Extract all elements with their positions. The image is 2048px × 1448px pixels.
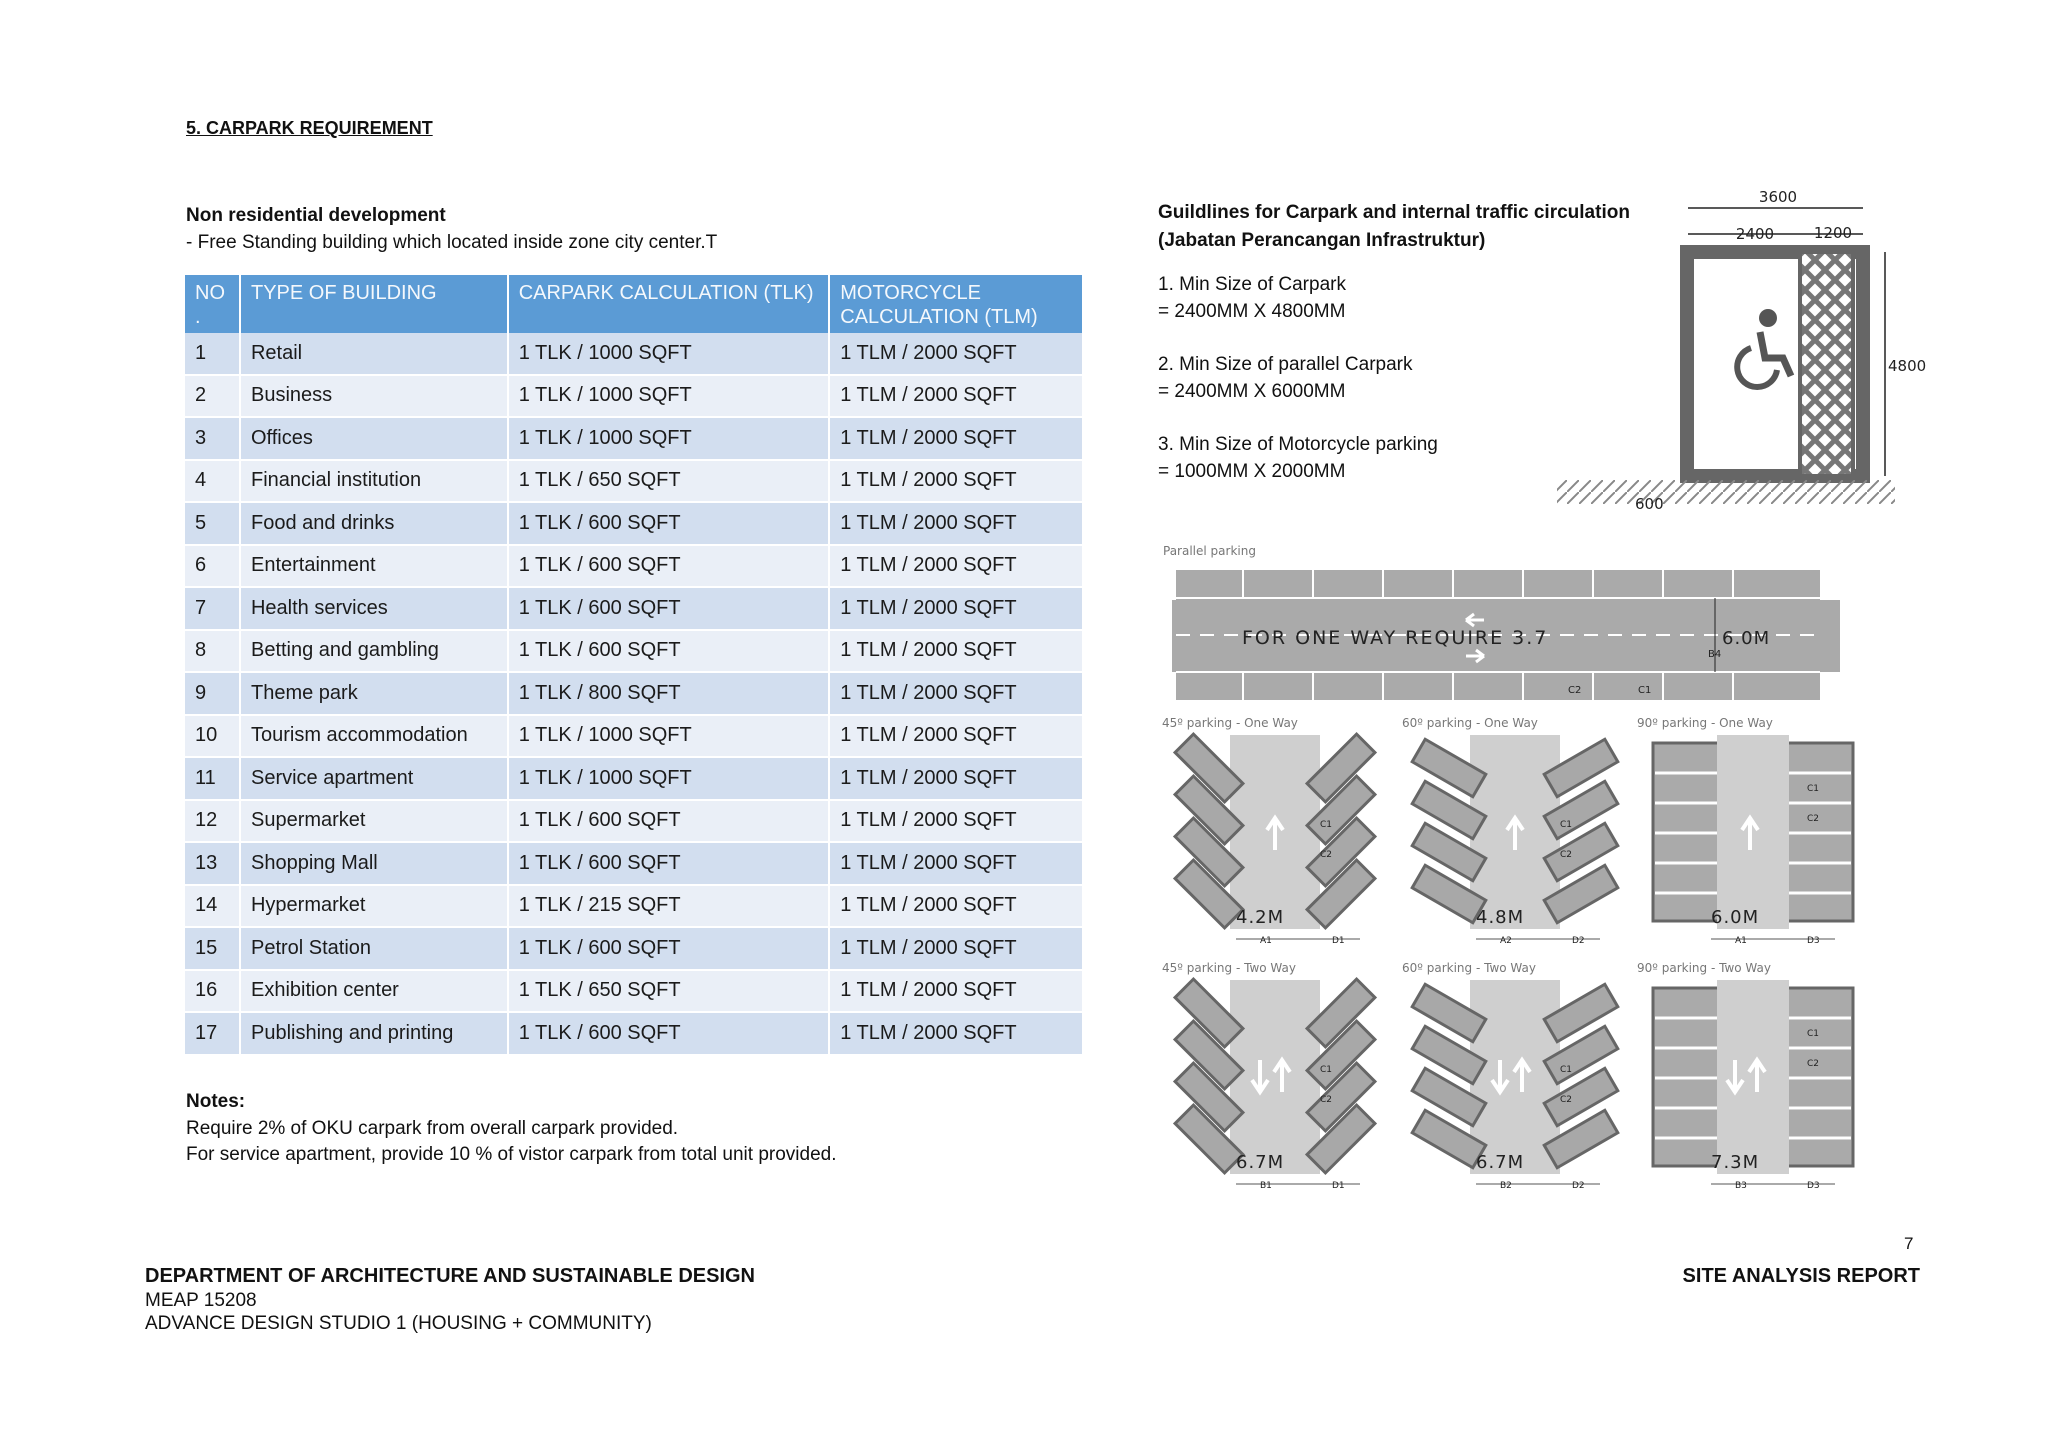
- cell-no: 16: [185, 970, 240, 1013]
- cell-tlm: 1 TLM / 2000 SQFT: [829, 1012, 1083, 1055]
- header-type: TYPE OF BUILDING: [240, 275, 508, 333]
- label-c2: C2: [1320, 1095, 1333, 1105]
- label-c2: C2: [1568, 685, 1582, 696]
- label-c1: C1: [1320, 820, 1333, 830]
- cell-type: Service apartment: [240, 757, 508, 800]
- guidelines-title: Guildlines for Carpark and internal traffic circulation: [1158, 202, 1630, 223]
- label-c1: C1: [1638, 685, 1652, 696]
- table-row: [185, 587, 1083, 630]
- cell-type: Shopping Mall: [240, 842, 508, 885]
- cell-no: 12: [185, 800, 240, 843]
- cell-tlk: 1 TLK / 600 SQFT: [508, 927, 830, 970]
- cell-tlm: 1 TLM / 2000 SQFT: [829, 545, 1083, 588]
- aisle-width-label: 4.2M: [1236, 907, 1285, 928]
- label-c1: C1: [1807, 1029, 1820, 1039]
- notes-title: Notes:: [186, 1091, 246, 1112]
- diagram-title: 90º parking - One Way: [1637, 716, 1773, 730]
- header-no: NO .: [185, 275, 240, 333]
- oku-access-aisle: [1800, 252, 1853, 476]
- oku-parking-diagram: [1555, 180, 1927, 520]
- footer-department: DEPARTMENT OF ARCHITECTURE AND SUSTAINABLE DESIGN: [145, 1265, 755, 1287]
- footer-report-title: SITE ANALYSIS REPORT: [1682, 1265, 1920, 1287]
- aisle-width-label: 4.8M: [1476, 907, 1525, 928]
- table-row: [185, 757, 1083, 800]
- dim-b-label: D3: [1807, 936, 1820, 946]
- cell-no: 14: [185, 885, 240, 928]
- cell-type: Health services: [240, 587, 508, 630]
- guideline-2-label: 2. Min Size of parallel Carpark: [1158, 354, 1413, 375]
- cell-tlk: 1 TLK / 1000 SQFT: [508, 715, 830, 758]
- cell-type: Food and drinks: [240, 502, 508, 545]
- header-tlk: CARPARK CALCULATION (TLK): [508, 275, 830, 333]
- cell-tlm: 1 TLM / 2000 SQFT: [829, 757, 1083, 800]
- angled-diagram-5: [1400, 960, 1630, 1200]
- angled-diagram-4: [1160, 960, 1390, 1200]
- angled-diagram-1: [1160, 715, 1390, 955]
- dim-a-label: B2: [1500, 1181, 1512, 1191]
- cell-tlm: 1 TLM / 2000 SQFT: [829, 502, 1083, 545]
- cell-no: 17: [185, 1012, 240, 1055]
- cell-type: Tourism accommodation: [240, 715, 508, 758]
- dim-b-label: D1: [1332, 936, 1345, 946]
- cell-no: 10: [185, 715, 240, 758]
- cell-tlm: 1 TLM / 2000 SQFT: [829, 630, 1083, 673]
- carpark-requirement-table: [185, 275, 1084, 1056]
- dim-a-label: A1: [1260, 936, 1272, 946]
- table-row: [185, 800, 1083, 843]
- notes-line-1: Require 2% of OKU carpark from overall carpark provided.: [186, 1118, 679, 1139]
- label-c2: C2: [1320, 850, 1333, 860]
- dim-b-label: D2: [1572, 936, 1585, 946]
- cell-tlm: 1 TLM / 2000 SQFT: [829, 417, 1083, 460]
- cell-tlk: 1 TLK / 1000 SQFT: [508, 757, 830, 800]
- one-way-text: FOR ONE WAY REQUIRE 3.7: [1242, 627, 1549, 649]
- guideline-1-value: = 2400MM X 4800MM: [1158, 301, 1346, 322]
- cell-type: Petrol Station: [240, 927, 508, 970]
- aisle: [1717, 735, 1789, 929]
- angled-diagram-2: [1400, 715, 1630, 955]
- cell-tlm: 1 TLM / 2000 SQFT: [829, 333, 1083, 375]
- cell-tlk: 1 TLK / 650 SQFT: [508, 970, 830, 1013]
- aisle: [1717, 980, 1789, 1174]
- cell-tlm: 1 TLM / 2000 SQFT: [829, 375, 1083, 418]
- guideline-3-value: = 1000MM X 2000MM: [1158, 461, 1346, 482]
- table-row: [185, 375, 1083, 418]
- table-row: [185, 1012, 1083, 1055]
- cell-no: 1: [185, 333, 240, 375]
- table-row: [185, 460, 1083, 503]
- cell-tlk: 1 TLK / 600 SQFT: [508, 545, 830, 588]
- cell-tlk: 1 TLK / 600 SQFT: [508, 502, 830, 545]
- label-c1: C1: [1560, 820, 1573, 830]
- table-row: [185, 842, 1083, 885]
- guideline-2-value: = 2400MM X 6000MM: [1158, 381, 1346, 402]
- footer-studio: ADVANCE DESIGN STUDIO 1 (HOUSING + COMMUNITY): [145, 1313, 652, 1334]
- cell-tlk: 1 TLK / 1000 SQFT: [508, 333, 830, 375]
- page-number: 7: [1904, 1234, 1914, 1253]
- cell-no: 8: [185, 630, 240, 673]
- label-c2: C2: [1560, 1095, 1573, 1105]
- non-residential-subtitle: - Free Standing building which located inside zone city center.T: [186, 232, 718, 253]
- cell-no: 6: [185, 545, 240, 588]
- cell-no: 7: [185, 587, 240, 630]
- cell-type: Theme park: [240, 672, 508, 715]
- table-row: [185, 630, 1083, 673]
- dim-4800-label: 4800: [1888, 357, 1927, 375]
- diagram-title: 90º parking - Two Way: [1637, 961, 1771, 975]
- table-row: [185, 672, 1083, 715]
- table-row: [185, 970, 1083, 1013]
- diagram-title: 60º parking - Two Way: [1402, 961, 1536, 975]
- section-title: 5. CARPARK REQUIREMENT: [186, 118, 433, 138]
- cell-tlk: 1 TLK / 1000 SQFT: [508, 417, 830, 460]
- cell-no: 13: [185, 842, 240, 885]
- dim-2400-label: 2400: [1735, 225, 1775, 243]
- diagram-title: 60º parking - One Way: [1402, 716, 1538, 730]
- aisle-width-label: 7.3M: [1711, 1152, 1760, 1173]
- notes-line-2: For service apartment, provide 10 % of vistor carpark from total unit provided.: [186, 1144, 837, 1165]
- cell-tlk: 1 TLK / 600 SQFT: [508, 630, 830, 673]
- cell-tlk: 1 TLK / 650 SQFT: [508, 460, 830, 503]
- cell-no: 15: [185, 927, 240, 970]
- label-c1: C1: [1807, 784, 1820, 794]
- dim-a-label: A2: [1500, 936, 1512, 946]
- guideline-3-label: 3. Min Size of Motorcycle parking: [1158, 434, 1438, 455]
- parallel-parking-diagram: [1160, 540, 1850, 710]
- cell-type: Offices: [240, 417, 508, 460]
- cell-no: 3: [185, 417, 240, 460]
- cell-no: 2: [185, 375, 240, 418]
- cell-tlm: 1 TLM / 2000 SQFT: [829, 715, 1083, 758]
- label-c1: C1: [1560, 1065, 1573, 1075]
- aisle-width-label: 6.0M: [1711, 907, 1760, 928]
- table-row: [185, 885, 1083, 928]
- dim-b-label: D3: [1807, 1181, 1820, 1191]
- non-residential-title: Non residential development: [186, 205, 446, 226]
- table-row: [185, 715, 1083, 758]
- kerb-hatch: [1557, 480, 1895, 504]
- guidelines-source: (Jabatan Perancangan Infrastruktur): [1158, 230, 1486, 251]
- label-b4: B4: [1708, 649, 1722, 660]
- cell-type: Hypermarket: [240, 885, 508, 928]
- cell-tlk: 1 TLK / 215 SQFT: [508, 885, 830, 928]
- cell-type: Entertainment: [240, 545, 508, 588]
- table-row: [185, 545, 1083, 588]
- dim-b-label: D2: [1572, 1181, 1585, 1191]
- cell-no: 5: [185, 502, 240, 545]
- label-c2: C2: [1807, 814, 1820, 824]
- dim-1200-label: 1200: [1813, 224, 1853, 242]
- cell-tlk: 1 TLK / 1000 SQFT: [508, 375, 830, 418]
- table-row: [185, 502, 1083, 545]
- header-tlm: MOTORCYCLE CALCULATION (TLM): [829, 275, 1083, 333]
- dim-a-label: B1: [1260, 1181, 1272, 1191]
- label-c2: C2: [1560, 850, 1573, 860]
- dim-a-label: B3: [1735, 1181, 1747, 1191]
- cell-tlm: 1 TLM / 2000 SQFT: [829, 842, 1083, 885]
- guideline-1-label: 1. Min Size of Carpark: [1158, 274, 1346, 295]
- aisle-width-label: 6.7M: [1476, 1152, 1525, 1173]
- cell-no: 11: [185, 757, 240, 800]
- angled-diagram-3: [1635, 715, 1865, 955]
- cell-tlm: 1 TLM / 2000 SQFT: [829, 587, 1083, 630]
- dim-a-label: A1: [1735, 936, 1747, 946]
- aisle: [1230, 980, 1320, 1174]
- aisle-width-label: 6.7M: [1236, 1152, 1285, 1173]
- angled-diagram-6: [1635, 960, 1865, 1200]
- footer-course-code: MEAP 15208: [145, 1290, 257, 1311]
- label-c2: C2: [1807, 1059, 1820, 1069]
- cell-tlm: 1 TLM / 2000 SQFT: [829, 970, 1083, 1013]
- diagram-title: 45º parking - Two Way: [1162, 961, 1296, 975]
- cell-type: Exhibition center: [240, 970, 508, 1013]
- dim-600-label: 600: [1635, 495, 1664, 513]
- diagram-title: 45º parking - One Way: [1162, 716, 1298, 730]
- cell-type: Retail: [240, 333, 508, 375]
- cell-tlm: 1 TLM / 2000 SQFT: [829, 672, 1083, 715]
- cell-type: Betting and gambling: [240, 630, 508, 673]
- cell-tlk: 1 TLK / 600 SQFT: [508, 1012, 830, 1055]
- label-c1: C1: [1320, 1065, 1333, 1075]
- cell-tlk: 1 TLK / 600 SQFT: [508, 842, 830, 885]
- cell-tlk: 1 TLK / 600 SQFT: [508, 800, 830, 843]
- cell-type: Financial institution: [240, 460, 508, 503]
- parallel-width-label: 6.0M: [1722, 628, 1771, 649]
- parallel-title: Parallel parking: [1163, 544, 1256, 558]
- dim-b-label: D1: [1332, 1181, 1345, 1191]
- table-header-row: [185, 275, 1083, 333]
- dim-3600-label: 3600: [1758, 188, 1798, 206]
- table-row: [185, 927, 1083, 970]
- cell-tlm: 1 TLM / 2000 SQFT: [829, 885, 1083, 928]
- cell-tlk: 1 TLK / 600 SQFT: [508, 587, 830, 630]
- cell-type: Business: [240, 375, 508, 418]
- cell-no: 9: [185, 672, 240, 715]
- table-row: [185, 333, 1083, 375]
- cell-type: Supermarket: [240, 800, 508, 843]
- cell-tlm: 1 TLM / 2000 SQFT: [829, 927, 1083, 970]
- cell-tlm: 1 TLM / 2000 SQFT: [829, 460, 1083, 503]
- cell-type: Publishing and printing: [240, 1012, 508, 1055]
- cell-tlk: 1 TLK / 800 SQFT: [508, 672, 830, 715]
- cell-no: 4: [185, 460, 240, 503]
- table-row: [185, 417, 1083, 460]
- cell-tlm: 1 TLM / 2000 SQFT: [829, 800, 1083, 843]
